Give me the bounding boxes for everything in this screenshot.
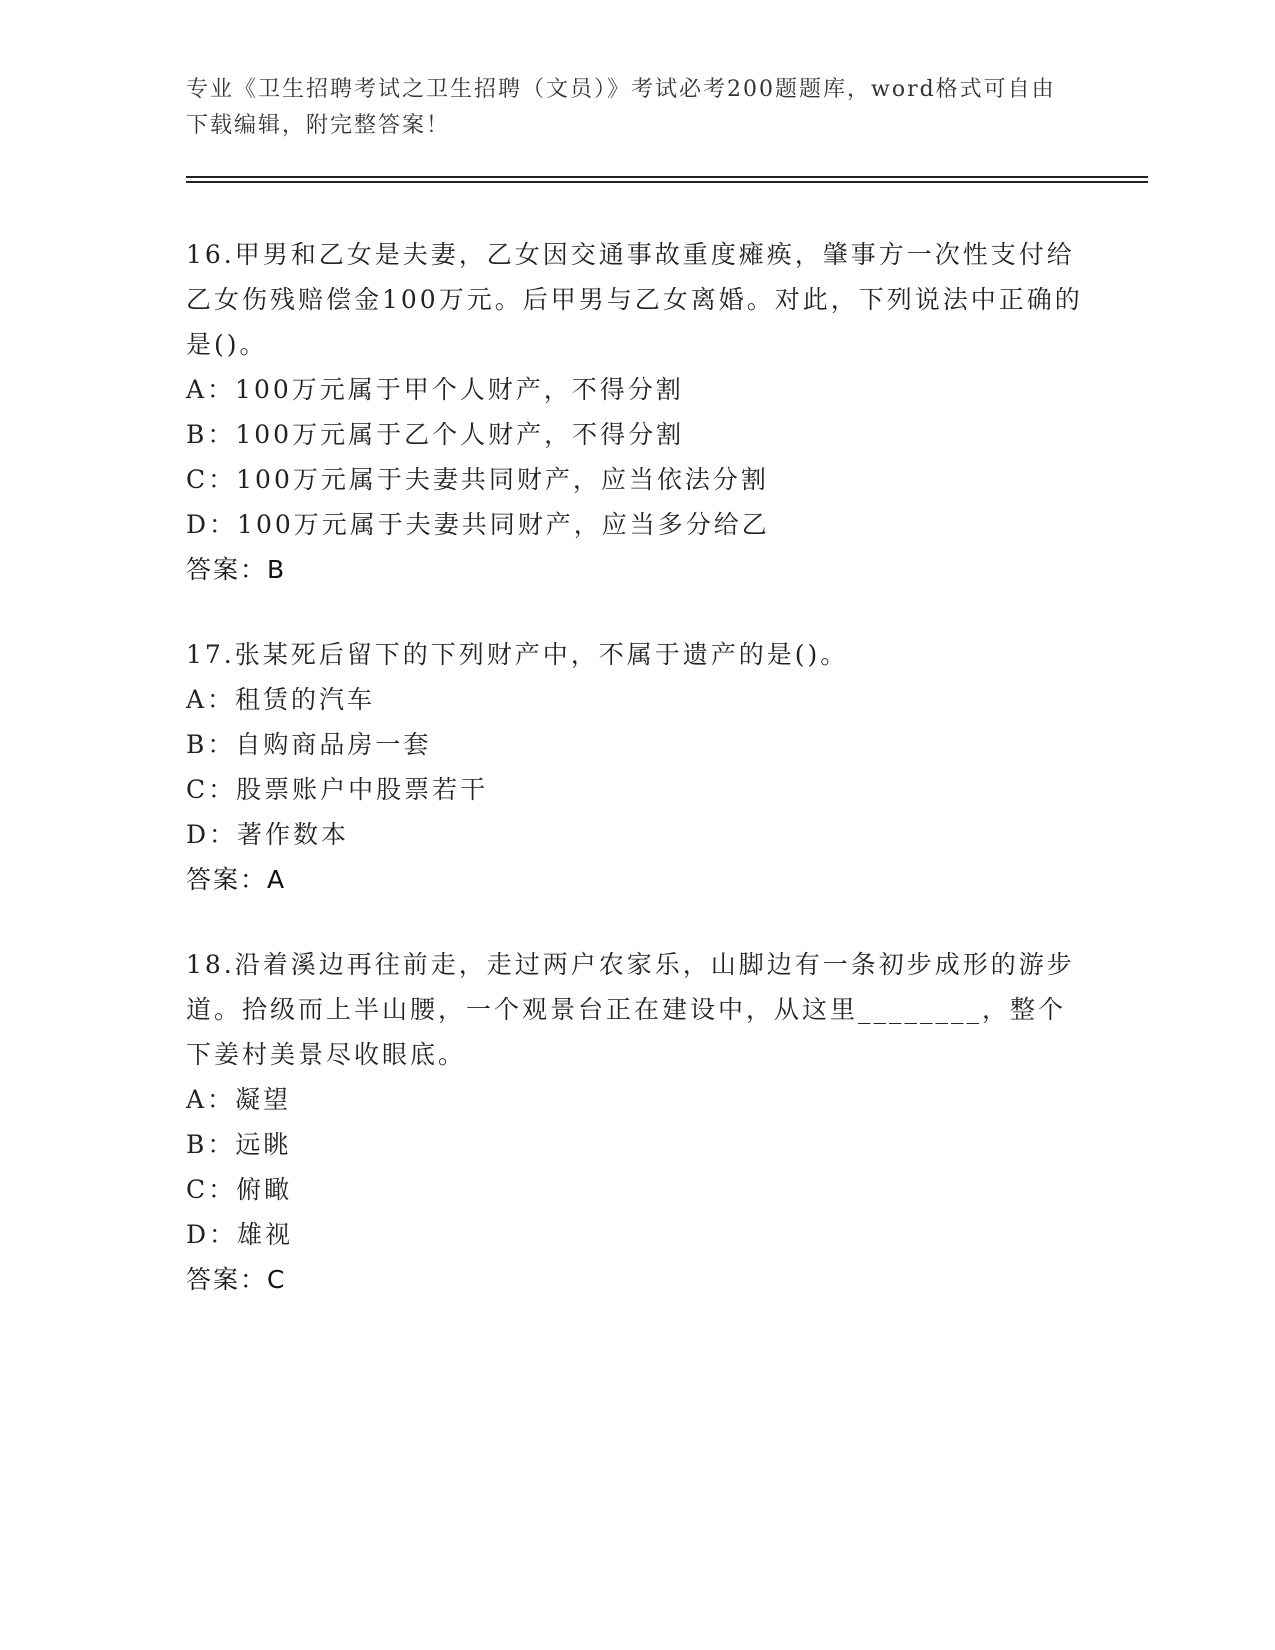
header-divider-top [186,176,1148,178]
option-a: A：凝望 [186,1085,292,1114]
option-c: C：100万元属于夫妻共同财产，应当依法分割 [186,465,769,494]
option-d: D：雄视 [186,1220,294,1249]
answer-line: 答案：B [186,555,287,584]
option-a: A：租赁的汽车 [186,685,376,714]
document-header: 专业《卫生招聘考试之卫生招聘（文员）》考试必考200题题库，word格式可自由下载编辑，附完整答案！ [186,77,1056,138]
question-16 [186,232,1086,592]
question-17 [186,632,1086,902]
question-list [186,232,1086,1342]
question-stem: 16.甲男和乙女是夫妻，乙女因交通事故重度瘫痪，肇事方一次性支付给乙女伤残赔偿金100万元。后甲男与乙女离婚。对此，下列说法中正确的是()。 [186,240,1083,359]
answer-line: 答案：C [186,1265,287,1294]
option-b: B：自购商品房一套 [186,730,432,759]
option-b: B：100万元属于乙个人财产，不得分割 [186,420,685,449]
question-stem: 18.沿着溪边再往前走，走过两户农家乐，山脚边有一条初步成形的游步道。拾级而上半山腰，一个观景台正在建设中，从这里________，整个下姜村美景尽收眼底。 [186,950,1075,1069]
option-d: D：著作数本 [186,820,350,849]
option-c: C：俯瞰 [186,1175,293,1204]
option-d: D：100万元属于夫妻共同财产，应当多分给乙 [186,510,770,539]
question-18 [186,942,1086,1302]
option-b: B：远眺 [186,1130,292,1159]
question-stem: 17.张某死后留下的下列财产中，不属于遗产的是()。 [186,640,849,669]
answer-line: 答案：A [186,865,287,894]
header-divider-bottom [186,181,1148,183]
option-a: A：100万元属于甲个人财产，不得分割 [186,375,684,404]
option-c: C：股票账户中股票若干 [186,775,489,804]
